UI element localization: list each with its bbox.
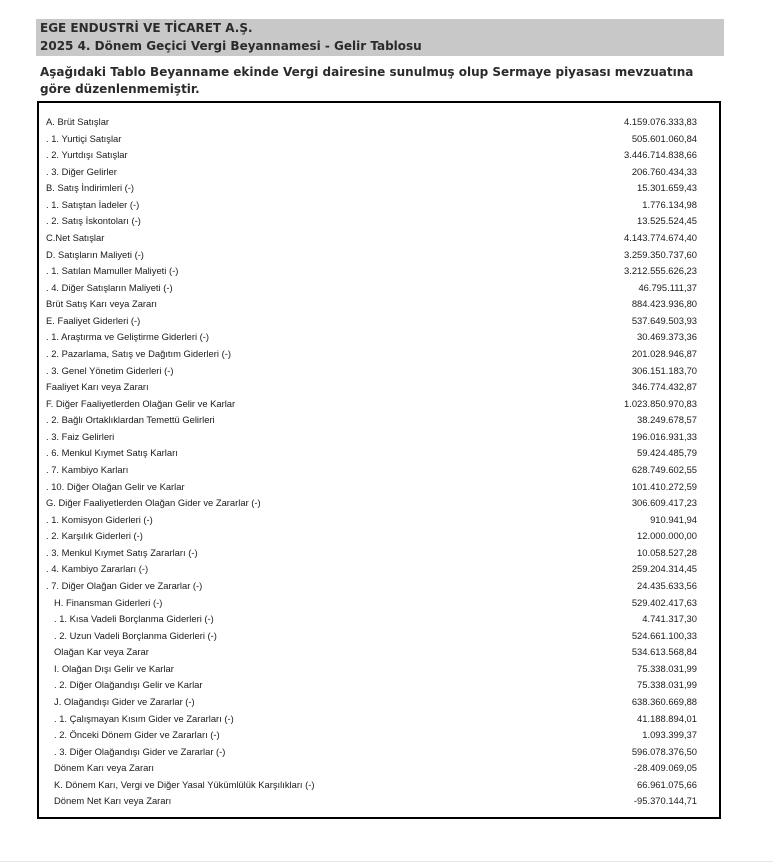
row-label: . 3. Faiz Gelirleri (46, 430, 115, 442)
company-name: EGE ENDUSTRİ VE TİCARET A.Ş. (40, 21, 253, 35)
table-row (39, 330, 719, 346)
table-row (39, 364, 719, 380)
table-row (39, 712, 719, 728)
row-value: 24.435.633,56 (637, 579, 697, 591)
table-row (39, 728, 719, 744)
row-label: . 4. Diğer Satışların Maliyeti (-) (46, 281, 173, 293)
row-label: B. Satış İndirimleri (-) (46, 182, 135, 194)
table-row (39, 778, 719, 794)
table-row (39, 347, 719, 363)
row-value: 196.016.931,33 (631, 430, 697, 442)
row-label: . 3. Diğer Gelirler (46, 165, 117, 177)
table-row (39, 761, 719, 777)
row-label: . 2. Karşılık Giderleri (-) (46, 530, 143, 542)
table-row (39, 397, 719, 413)
row-value: 529.402.417,63 (631, 596, 697, 608)
row-value: 101.410.272,59 (631, 480, 697, 492)
row-label: . 3. Genel Yönetim Giderleri (-) (46, 364, 174, 376)
table-row (39, 662, 719, 678)
table-row (39, 413, 719, 429)
row-label: A. Brüt Satışlar (46, 116, 110, 127)
row-label: . 2. Uzun Vadeli Borçlanma Giderleri (-) (54, 629, 217, 641)
table-row (39, 562, 719, 578)
row-value: 1.093.399,37 (642, 729, 697, 741)
table-row (39, 181, 719, 197)
table-row (39, 214, 719, 230)
row-value: 38.249.678,57 (637, 414, 697, 426)
table-row (39, 115, 719, 131)
table-row (39, 198, 719, 214)
row-value: 206.760.434,33 (631, 165, 697, 177)
table-row (39, 314, 719, 330)
row-label: . 2. Pazarlama, Satış ve Dağıtım Giderleri (-) (46, 347, 231, 359)
table-row (39, 645, 719, 661)
row-label: . 1. Araştırma ve Geliştirme Giderleri (-) (46, 331, 210, 343)
table-row (39, 579, 719, 595)
table-row (39, 629, 719, 645)
row-label: Dönem Karı veya Zararı (54, 762, 155, 774)
row-value: -95.370.144,71 (633, 795, 697, 807)
row-value: 3.212.555.626,23 (624, 265, 697, 277)
row-value: 59.424.485,79 (637, 447, 697, 459)
row-label: . 1. Satıştan İadeler (-) (46, 198, 140, 210)
row-label: . 7. Kambiyo Karları (46, 463, 129, 475)
row-label: . 2. Bağlı Ortaklıklardan Temettü Gelirleri (46, 414, 215, 426)
table-row (39, 446, 719, 462)
row-value: 259.204.314,45 (631, 563, 697, 575)
page-divider (0, 861, 773, 862)
table-row (39, 596, 719, 612)
table-row (39, 745, 719, 761)
row-value: 30.469.373,36 (637, 331, 697, 343)
row-value: 12.000.000,00 (637, 530, 697, 542)
row-label: Faaliyet Karı veya Zararı (46, 381, 149, 393)
row-value: 628.749.602,55 (631, 463, 697, 475)
table-row (39, 297, 719, 313)
income-statement-table (37, 101, 721, 819)
row-label: . 2. Diğer Olağandışı Gelir ve Karlar (54, 679, 203, 691)
table-row (39, 231, 719, 247)
table-row (39, 794, 719, 810)
row-label: . 1. Kısa Vadeli Borçlanma Giderleri (-) (54, 613, 214, 625)
row-label: Dönem Net Karı veya Zararı (54, 795, 172, 807)
table-row (39, 496, 719, 512)
row-value: 884.423.936,80 (631, 298, 697, 310)
row-label: C.Net Satışlar (46, 231, 105, 243)
row-value: 4.143.774.674,40 (624, 231, 697, 243)
row-value: 910.941,94 (650, 513, 697, 525)
row-value: 41.188.894,01 (637, 712, 697, 724)
table-row (39, 695, 719, 711)
row-value: 201.028.946,87 (631, 347, 697, 359)
row-label: J. Olağandışı Gider ve Zararlar (-) (54, 695, 195, 707)
table-row (39, 529, 719, 545)
row-value: 3.259.350.737,60 (624, 248, 697, 260)
row-value: 306.609.417,23 (631, 497, 697, 509)
intro-note: Aşağıdaki Tablo Beyanname ekinde Vergi dairesine sunulmuş olup Sermaye piyasası mevzuatına göre düzenlenmemiştir. (40, 65, 694, 96)
row-value: 505.601.060,84 (631, 132, 697, 144)
row-label: K. Dönem Karı, Vergi ve Diğer Yasal Yükümlülük Karşılıkları (-) (54, 778, 315, 790)
table-row (39, 480, 719, 496)
row-value: 1.023.850.970,83 (624, 397, 697, 409)
row-value: 15.301.659,43 (637, 182, 697, 194)
row-label: . 10. Diğer Olağan Gelir ve Karlar (46, 480, 185, 492)
row-label: Olağan Kar veya Zarar (54, 646, 149, 658)
row-value: 596.078.376,50 (631, 745, 697, 757)
row-label: . 1. Komisyon Giderleri (-) (46, 513, 153, 525)
row-value: 524.661.100,33 (631, 629, 697, 641)
table-row (39, 678, 719, 694)
row-value: 4.741.317,30 (642, 613, 697, 625)
table-row (39, 612, 719, 628)
row-value: 66.961.075,66 (637, 778, 697, 790)
row-value: 10.058.527,28 (637, 546, 697, 558)
row-value: 3.446.714.838,66 (624, 149, 697, 161)
row-value: 306.151.183,70 (631, 364, 697, 376)
report-title: 2025 4. Dönem Geçici Vergi Beyannamesi - Gelir Tablosu (40, 39, 422, 53)
row-label: D. Satışların Maliyeti (-) (46, 248, 144, 260)
row-value: 13.525.524,45 (637, 215, 697, 227)
table-row (39, 132, 719, 148)
table-row (39, 248, 719, 264)
row-label: . 1. Satılan Mamuller Maliyeti (-) (46, 265, 179, 277)
row-value: 1.776.134,98 (642, 198, 697, 210)
row-label: . 4. Kambiyo Zararları (-) (46, 563, 149, 575)
table-row (39, 513, 719, 529)
row-label: . 7. Diğer Olağan Gider ve Zararlar (-) (46, 579, 203, 591)
row-value: 75.338.031,99 (637, 679, 697, 691)
row-label: . 1. Çalışmayan Kısım Gider ve Zararları (-) (54, 712, 234, 724)
row-label: . 6. Menkul Kıymet Satış Karları (46, 447, 178, 459)
row-label: . 2. Satış İskontoları (-) (46, 215, 141, 227)
row-value: 346.774.432,87 (631, 381, 697, 393)
table-row (39, 430, 719, 446)
row-value: 46.795.111,37 (638, 281, 697, 293)
row-label: . 3. Menkul Kıymet Satış Zararları (-) (46, 546, 198, 558)
table-row (39, 463, 719, 479)
row-label: . 1. Yurtiçi Satışlar (46, 132, 122, 144)
table-row (39, 546, 719, 562)
row-label: . 3. Diğer Olağandışı Gider ve Zararlar (-) (54, 745, 226, 757)
row-label: F. Diğer Faaliyetlerden Olağan Gelir ve Karlar (46, 397, 236, 409)
row-label: . 2. Yurtdışı Satışlar (46, 149, 128, 161)
row-value: 4.159.076.333,83 (624, 116, 697, 127)
row-value: -28.409.069,05 (633, 762, 697, 774)
report-header (36, 19, 724, 56)
row-value: 638.360.669,88 (631, 695, 697, 707)
table-row (39, 264, 719, 280)
table-row (39, 148, 719, 164)
row-value: 534.613.568,84 (631, 646, 697, 658)
row-label: E. Faaliyet Giderleri (-) (46, 314, 141, 326)
row-value: 537.649.503,93 (631, 314, 697, 326)
row-label: . 2. Önceki Dönem Gider ve Zararları (-) (54, 729, 220, 741)
row-label: Brüt Satış Karı veya Zararı (46, 298, 157, 310)
row-label: H. Finansman Giderleri (-) (54, 596, 163, 608)
row-label: G. Diğer Faaliyetlerden Olağan Gider ve Zararlar (-) (46, 497, 261, 509)
row-value: 75.338.031,99 (637, 662, 697, 674)
table-row (39, 281, 719, 297)
row-label: I. Olağan Dışı Gelir ve Karlar (54, 662, 174, 674)
table-row (39, 165, 719, 181)
table-row (39, 380, 719, 396)
